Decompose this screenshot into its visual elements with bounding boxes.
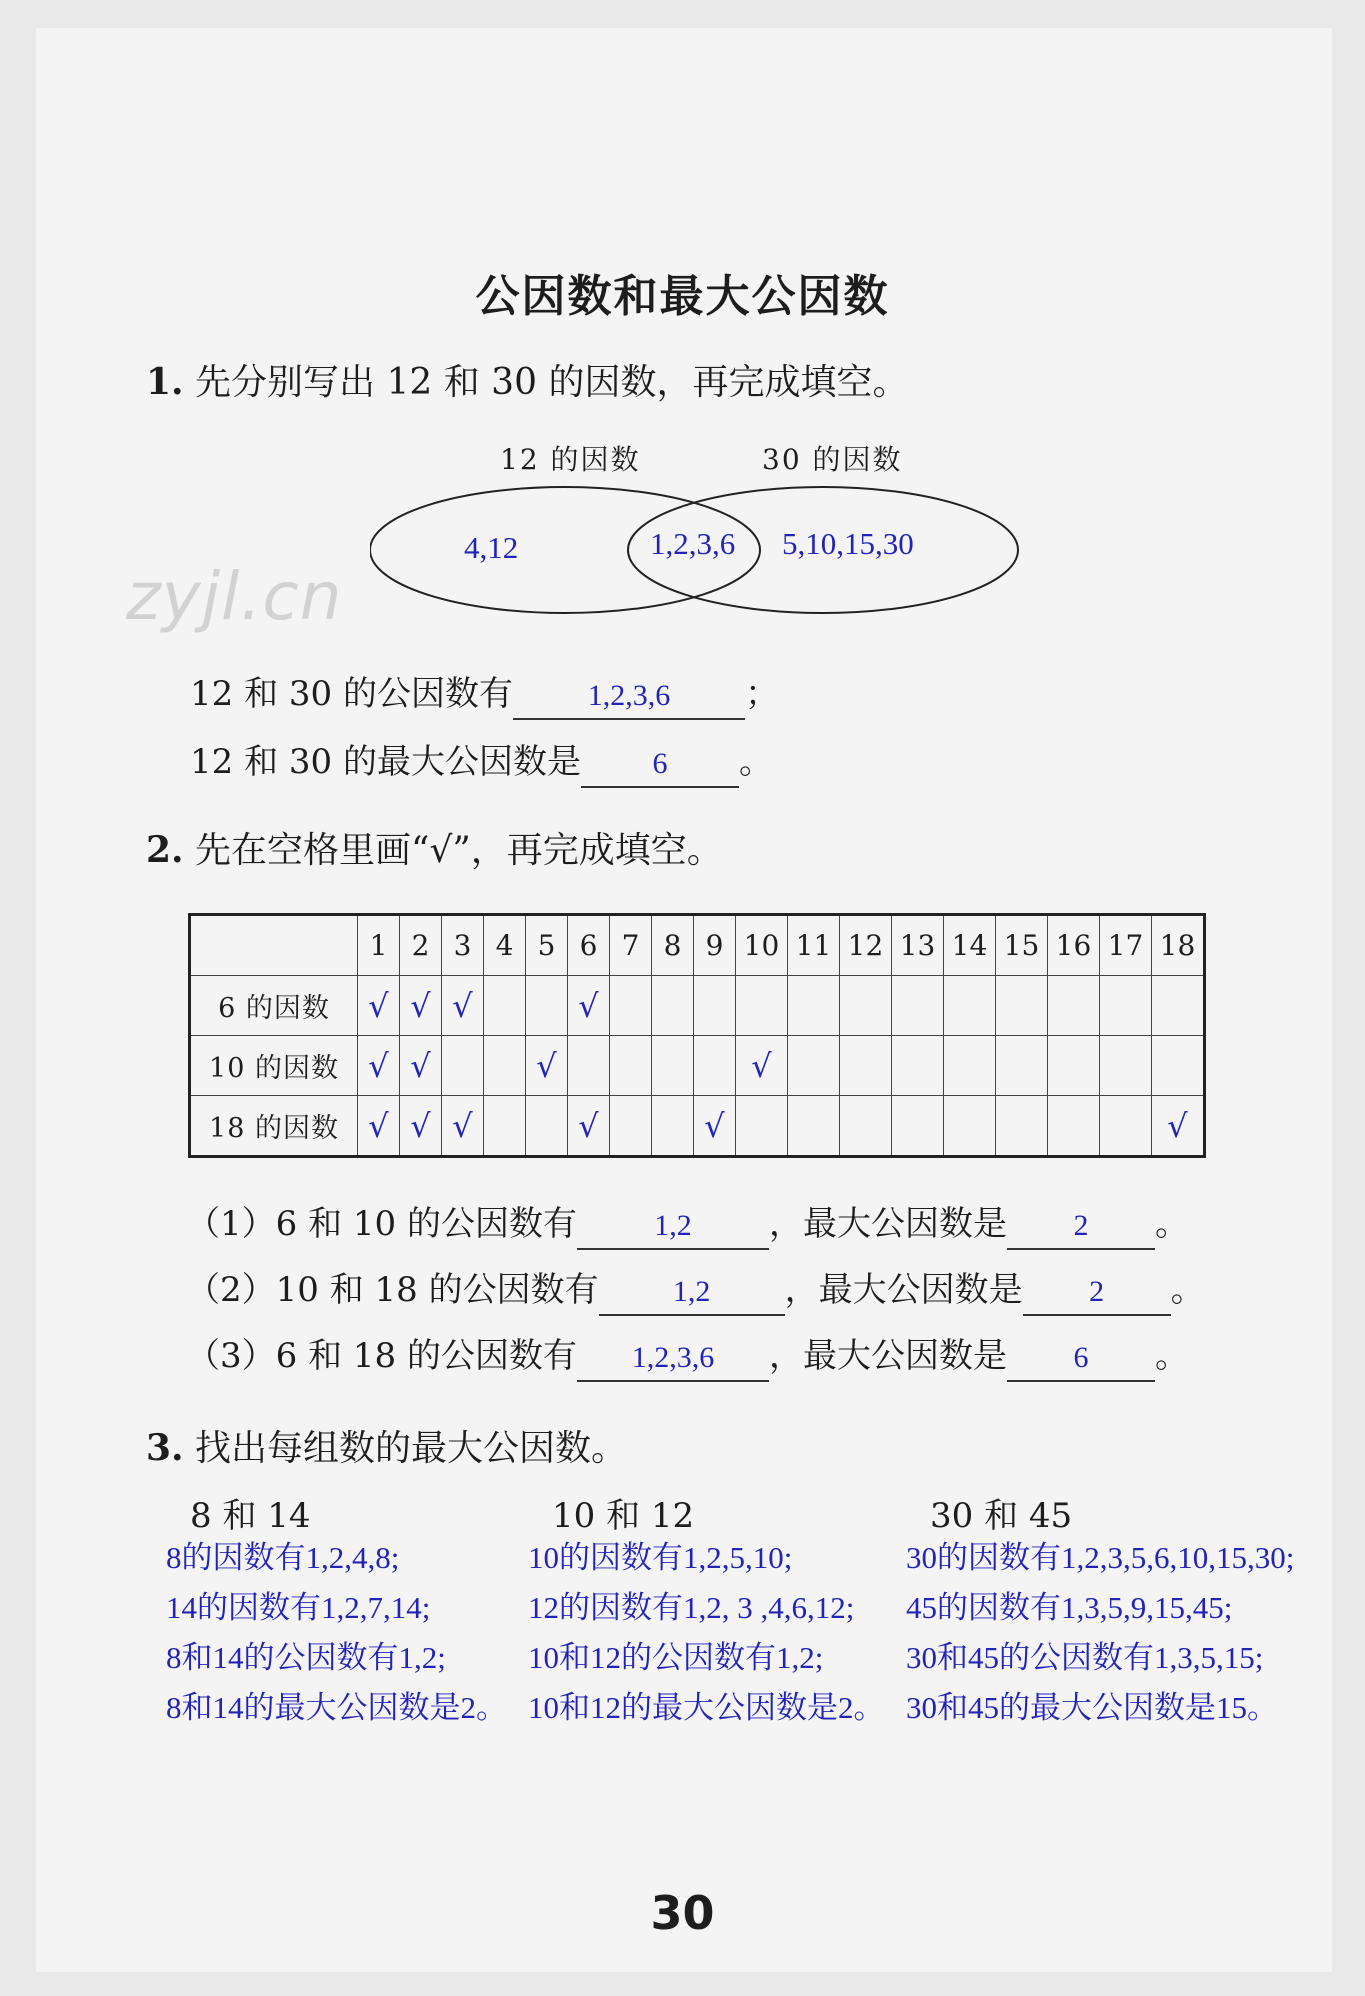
q2-fill-2-common: 1,2 xyxy=(599,1274,785,1316)
table-row xyxy=(190,1036,1205,1096)
check-cell[interactable] xyxy=(840,1036,892,1096)
question-3 xyxy=(146,1420,627,1471)
question-1-number: 1. xyxy=(146,361,184,403)
col-header: 8 xyxy=(652,915,694,976)
check-cell[interactable]: √ xyxy=(358,976,400,1036)
q3-group-1-heading: 8 和 14 xyxy=(190,1496,311,1536)
check-cell[interactable] xyxy=(610,1096,652,1157)
check-cell[interactable] xyxy=(996,1096,1048,1157)
col-header: 3 xyxy=(442,915,484,976)
q1-fill-2-prefix: 12 和 30 的最大公因数是 xyxy=(190,742,581,782)
check-cell[interactable] xyxy=(652,1096,694,1157)
check-cell[interactable] xyxy=(484,976,526,1036)
check-cell[interactable]: √ xyxy=(358,1096,400,1157)
col-header: 4 xyxy=(484,915,526,976)
q2-fill-3-common: 1,2,3,6 xyxy=(577,1340,769,1382)
check-cell[interactable] xyxy=(694,976,736,1036)
q3-group-3-line: 30和45的最大公因数是15。 xyxy=(906,1690,1278,1725)
check-cell[interactable] xyxy=(1152,976,1205,1036)
q2-fill-1-mid: ，最大公因数是 xyxy=(768,1204,1007,1244)
check-cell[interactable] xyxy=(1048,976,1100,1036)
check-cell[interactable] xyxy=(788,1096,840,1157)
q2-fill-3-mid: ，最大公因数是 xyxy=(768,1336,1007,1376)
question-3-text: 找出每组数的最大公因数。 xyxy=(195,1428,628,1469)
check-cell[interactable] xyxy=(944,976,996,1036)
check-cell[interactable] xyxy=(892,976,944,1036)
check-cell[interactable]: √ xyxy=(400,1036,442,1096)
check-cell[interactable] xyxy=(442,1036,484,1096)
question-2-number: 2. xyxy=(146,829,184,871)
check-cell[interactable]: √ xyxy=(568,1096,610,1157)
check-cell[interactable] xyxy=(736,1096,788,1157)
question-3-number: 3. xyxy=(146,1427,184,1469)
q3-group-2-line: 10的因数有1,2,5,10; xyxy=(528,1540,793,1575)
check-cell[interactable] xyxy=(892,1036,944,1096)
check-cell[interactable] xyxy=(1152,1036,1205,1096)
check-cell[interactable] xyxy=(892,1096,944,1157)
factor-table xyxy=(188,913,1206,1158)
q2-fill-line-1 xyxy=(186,1196,1189,1250)
q1-fill-1-prefix: 12 和 30 的公因数有 xyxy=(190,674,513,714)
check-cell[interactable] xyxy=(1100,1036,1152,1096)
venn-common: 1,2,3,6 xyxy=(650,526,736,561)
q2-fill-1-suffix: 。 xyxy=(1154,1204,1189,1244)
check-cell[interactable]: √ xyxy=(358,1036,400,1096)
q3-group-2-line: 10和12的最大公因数是2。 xyxy=(528,1690,885,1725)
question-1-text: 先分别写出 12 和 30 的因数，再完成填空。 xyxy=(195,362,909,403)
row-label: 18 的因数 xyxy=(190,1096,358,1157)
col-header: 7 xyxy=(610,915,652,976)
q3-group-2-line: 12的因数有1,2, 3 ,4,6,12; xyxy=(528,1590,855,1625)
q1-fill-1-answer: 1,2,3,6 xyxy=(513,678,745,720)
table-row xyxy=(190,1096,1205,1157)
q3-group-1-line: 8的因数有1,2,4,8; xyxy=(166,1540,400,1575)
q1-fill-2-answer: 6 xyxy=(581,746,739,788)
check-cell[interactable] xyxy=(694,1036,736,1096)
check-cell[interactable] xyxy=(944,1036,996,1096)
col-header: 16 xyxy=(1048,915,1100,976)
q2-fill-2-prefix: （2）10 和 18 的公因数有 xyxy=(186,1270,599,1310)
check-cell[interactable] xyxy=(1100,976,1152,1036)
q3-group-3-heading: 30 和 45 xyxy=(930,1496,1073,1536)
q2-fill-1-prefix: （1）6 和 10 的公因数有 xyxy=(186,1204,577,1244)
check-cell[interactable] xyxy=(526,1096,568,1157)
question-2-text: 先在空格里画“√”，再完成填空。 xyxy=(195,830,723,871)
q2-fill-3-suffix: 。 xyxy=(1154,1336,1189,1376)
check-cell[interactable]: √ xyxy=(526,1036,568,1096)
q2-fill-3-gcd: 6 xyxy=(1007,1340,1155,1382)
q2-fill-3-prefix: （3）6 和 18 的公因数有 xyxy=(186,1336,577,1376)
col-header: 12 xyxy=(840,915,892,976)
venn-right-only: 5,10,15,30 xyxy=(782,526,914,561)
check-cell[interactable] xyxy=(526,976,568,1036)
q3-group-2-line: 10和12的公因数有1,2; xyxy=(528,1640,824,1675)
q1-fill-2-suffix: 。 xyxy=(738,742,773,782)
check-cell[interactable]: √ xyxy=(568,976,610,1036)
q1-fill-line-2 xyxy=(190,734,773,788)
q3-group-2-heading: 10 和 12 xyxy=(552,1496,695,1536)
q2-fill-1-common: 1,2 xyxy=(577,1208,769,1250)
col-header: 2 xyxy=(400,915,442,976)
check-cell[interactable] xyxy=(840,1096,892,1157)
venn-left-only: 4,12 xyxy=(464,530,519,565)
q2-fill-2-gcd: 2 xyxy=(1023,1274,1171,1316)
check-cell[interactable] xyxy=(840,976,892,1036)
row-label: 10 的因数 xyxy=(190,1036,358,1096)
q2-fill-2-mid: ，最大公因数是 xyxy=(784,1270,1023,1310)
q1-fill-line-1 xyxy=(190,666,779,720)
check-cell[interactable] xyxy=(1048,1036,1100,1096)
check-cell[interactable] xyxy=(996,976,1048,1036)
col-header: 17 xyxy=(1100,915,1152,976)
q3-group-1-line: 8和14的公因数有1,2; xyxy=(166,1640,446,1675)
table-header-row xyxy=(190,915,1205,976)
q3-group-3-line: 30的因数有1,2,3,5,6,10,15,30; xyxy=(906,1540,1295,1575)
col-header: 11 xyxy=(788,915,840,976)
col-header: 5 xyxy=(526,915,568,976)
check-cell[interactable] xyxy=(652,976,694,1036)
check-cell[interactable]: √ xyxy=(1152,1096,1205,1157)
check-cell[interactable] xyxy=(610,976,652,1036)
check-cell[interactable] xyxy=(736,976,788,1036)
check-cell[interactable] xyxy=(788,976,840,1036)
col-header: 10 xyxy=(736,915,788,976)
q3-group-1-line: 14的因数有1,2,7,14; xyxy=(166,1590,431,1625)
check-cell[interactable] xyxy=(996,1036,1048,1096)
check-cell[interactable] xyxy=(610,1036,652,1096)
page-title: 公因数和最大公因数 xyxy=(475,271,890,322)
row-label: 6 的因数 xyxy=(190,976,358,1036)
q2-fill-2-suffix: 。 xyxy=(1170,1270,1205,1310)
check-cell[interactable]: √ xyxy=(400,1096,442,1157)
check-cell[interactable]: √ xyxy=(442,976,484,1036)
question-2 xyxy=(146,822,723,873)
check-cell[interactable]: √ xyxy=(442,1096,484,1157)
check-cell[interactable] xyxy=(1100,1096,1152,1157)
col-header: 1 xyxy=(358,915,400,976)
col-header: 13 xyxy=(892,915,944,976)
check-cell[interactable] xyxy=(788,1036,840,1096)
venn-right-label: 30 的因数 xyxy=(762,443,903,476)
page-number: 30 xyxy=(650,1886,715,1940)
table-corner-cell xyxy=(190,915,358,976)
check-cell[interactable] xyxy=(944,1096,996,1157)
check-cell[interactable] xyxy=(484,1096,526,1157)
col-header: 14 xyxy=(944,915,996,976)
col-header: 15 xyxy=(996,915,1048,976)
q3-group-3-line: 30和45的公因数有1,3,5,15; xyxy=(906,1640,1264,1675)
q2-fill-line-3 xyxy=(186,1328,1189,1382)
col-header: 18 xyxy=(1152,915,1205,976)
check-cell[interactable]: √ xyxy=(736,1036,788,1096)
check-cell[interactable] xyxy=(484,1036,526,1096)
question-1 xyxy=(146,354,908,405)
check-cell[interactable] xyxy=(652,1036,694,1096)
q2-fill-1-gcd: 2 xyxy=(1007,1208,1155,1250)
check-cell[interactable] xyxy=(1048,1096,1100,1157)
col-header: 9 xyxy=(694,915,736,976)
q3-group-1-line: 8和14的最大公因数是2。 xyxy=(166,1690,507,1725)
q3-group-3-line: 45的因数有1,3,5,9,15,45; xyxy=(906,1590,1233,1625)
check-cell[interactable] xyxy=(568,1036,610,1096)
table-row xyxy=(190,976,1205,1036)
check-cell[interactable]: √ xyxy=(400,976,442,1036)
check-cell[interactable]: √ xyxy=(694,1096,736,1157)
q2-fill-line-2 xyxy=(186,1262,1205,1316)
watermark: zyjl.cn xyxy=(126,558,343,635)
q1-fill-1-suffix: ； xyxy=(744,674,779,714)
venn-left-label: 12 的因数 xyxy=(500,443,641,476)
col-header: 6 xyxy=(568,915,610,976)
